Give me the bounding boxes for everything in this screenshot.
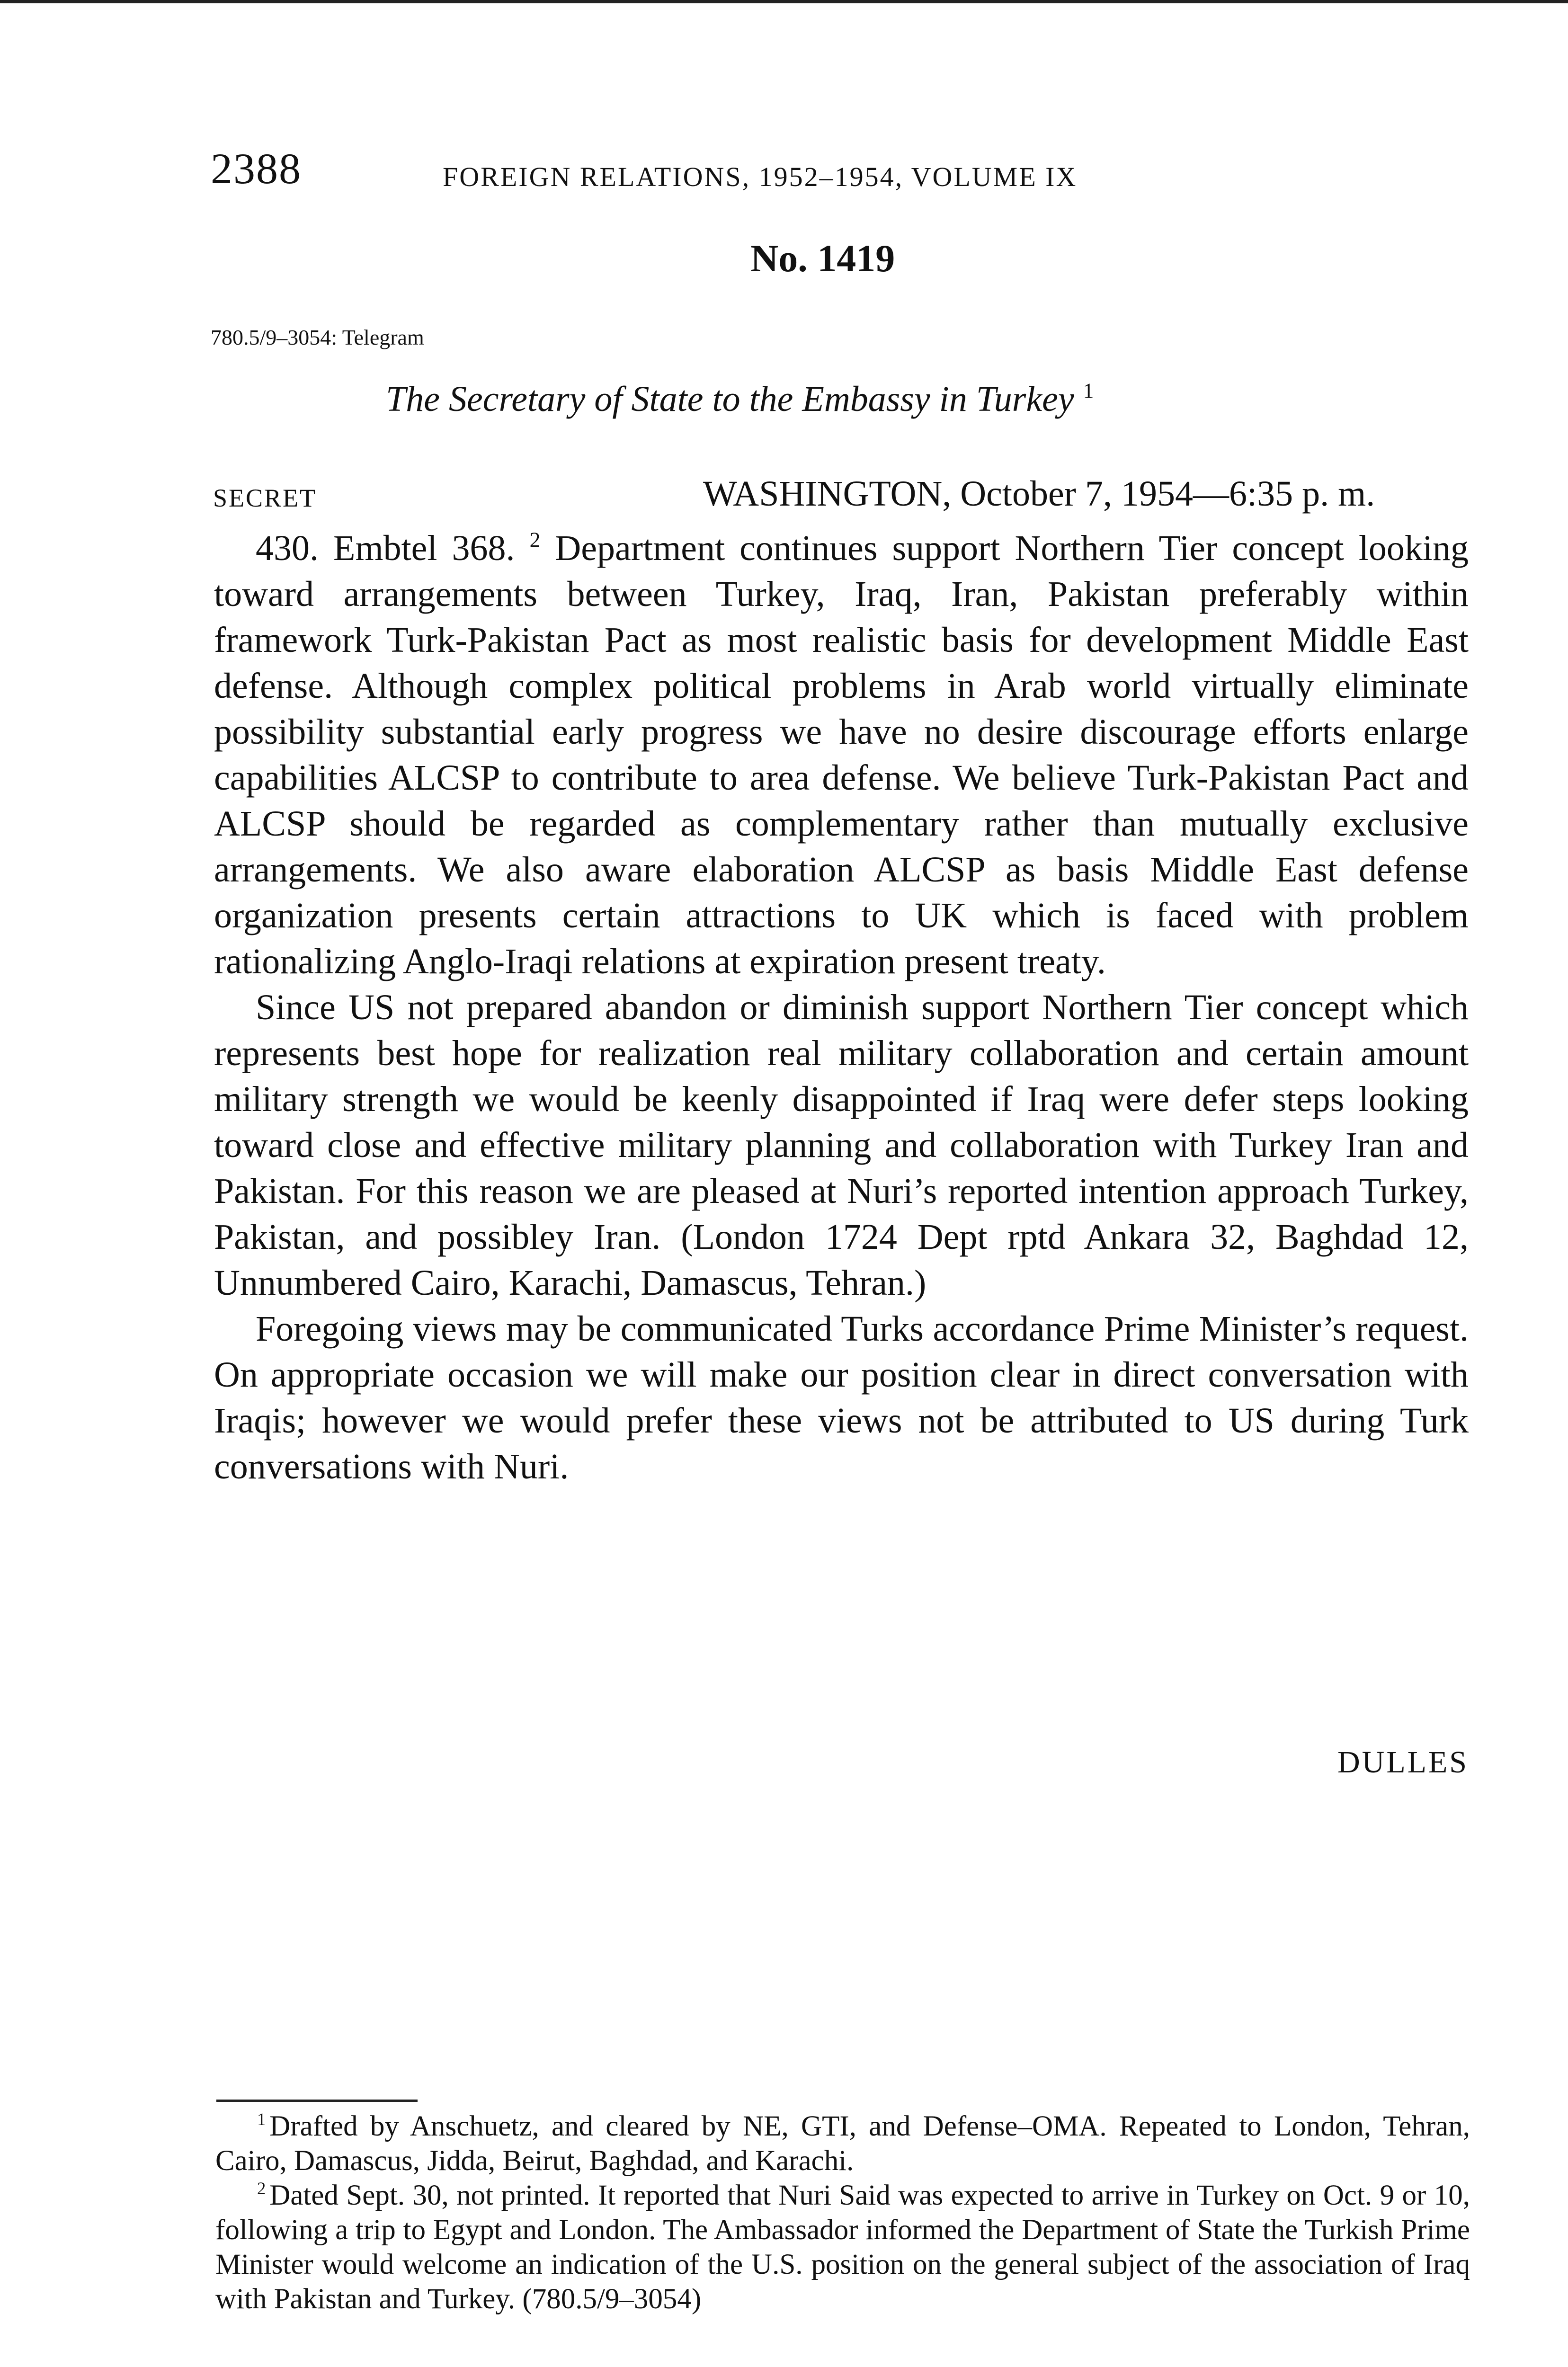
footnote-2 xyxy=(215,2178,1470,2316)
paragraph-1-opening: 430. Embtel 368. xyxy=(256,528,515,568)
document-title xyxy=(386,378,1094,419)
title-footnote-marker: 1 xyxy=(1083,378,1094,403)
paragraph-1-text: Department continues support Northern Tier concept looking toward arrangements between Turkey, Iraq, Iran, Pakistan preferably within framework Turk-Pakistan Pact as most realistic basis for development Middle East defense. Although complex political problems in Arab world virtually eliminate possibility substantial early progress we have no desire discourage efforts enlarge capabilities ALCSP to contribute to area defense. We believe Turk-Pakistan Pact and ALCSP should be regarded as complementary rather than mutually exclusive arrangements. We also aware elaboration ALCSP as basis Middle East defense organization presents certain attractions to UK which is faced with problem rationalizing Anglo-Iraqi relations at expiration present treaty. xyxy=(214,528,1469,981)
body-footnote-marker: 2 xyxy=(529,527,541,552)
footnote-1 xyxy=(215,2109,1470,2178)
document-body xyxy=(214,525,1469,1490)
footnote-2-text: Dated Sept. 30, not printed. It reported that Nuri Said was expected to arrive in Turkey on Oct. 9 or 10, following a trip to Egypt and London. The Ambassador informed the Department of State the Turkish Prime Minister would welcome an indication of the U.S. position on the general subject of the association of Iraq with Pakistan and Turkey. (780.5/9–3054) xyxy=(215,2180,1470,2315)
body-paragraph-3: Foregoing views may be communicated Turks accordance Prime Minister’s request. On appropriate occasion we will make our position clear in direct conversation with Iraqis; however we would prefer these views not be attributed to US during Turk conversations with Nuri. xyxy=(214,1309,1469,1486)
footnote-1-marker: 1 xyxy=(257,2109,266,2129)
footnote-2-marker: 2 xyxy=(257,2179,266,2198)
body-paragraph-1 xyxy=(214,525,1469,985)
document-title-text: The Secretary of State to the Embassy in Turkey xyxy=(386,379,1074,419)
running-head: FOREIGN RELATIONS, 1952–1954, VOLUME IX xyxy=(443,161,1078,192)
footnotes xyxy=(215,2109,1470,2316)
classification-label: SECRET xyxy=(213,484,317,512)
footnote-1-text: Drafted by Anschuetz, and cleared by NE, GTI, and Defense–OMA. Repeated to London, Tehran, Cairo, Damascus, Jidda, Beirut, Baghdad, and Karachi. xyxy=(215,2110,1470,2177)
dateline: WASHINGTON, October 7, 1954—6:35 p. m. xyxy=(703,474,1375,514)
body-paragraph-2: Since US not prepared abandon or diminish support Northern Tier concept which represents best hope for realization real military collaboration and certain amount military strength we would be keenly disappointed if Iraq were defer steps looking toward close and effective military planning and collaboration with Turkey Iran and Pakistan. For this reason we are pleased at Nuri’s reported intention approach Turkey, Pakistan, and possibley Iran. (London 1724 Dept rptd Ankara 32, Baghdad 12, Unnumbered Cairo, Karachi, Damascus, Tehran.) xyxy=(214,988,1469,1303)
top-edge-rule xyxy=(0,0,1568,3)
document-number: No. 1419 xyxy=(750,237,895,280)
page-number: 2388 xyxy=(211,144,302,193)
file-reference: 780.5/9–3054: Telegram xyxy=(211,325,424,349)
footnote-divider xyxy=(216,2100,418,2102)
signature: DULLES xyxy=(1337,1745,1469,1780)
